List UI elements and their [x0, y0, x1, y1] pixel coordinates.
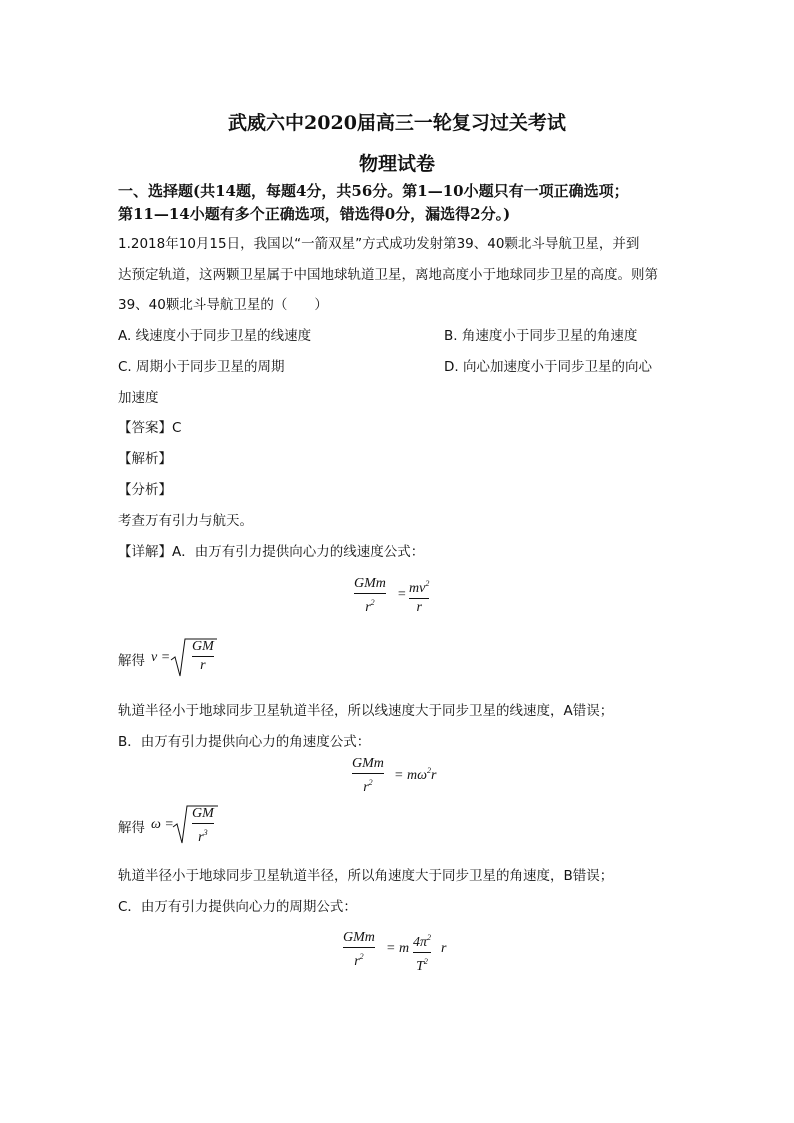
option-a: A. 线速度小于同步卫星的线速度 — [118, 328, 312, 344]
solve-label-v: 解得 — [118, 653, 145, 669]
option-d-continued: 加速度 — [118, 390, 159, 406]
answer-label: 【答案】C — [118, 420, 182, 436]
option-b: B. 角速度小于同步卫星的角速度 — [444, 328, 638, 344]
fraction-gmm-r2: GMm $r^2$ — [354, 576, 386, 615]
detail-b: B．由万有引力提供向心力的角速度公式： — [118, 734, 371, 750]
fraction-gm-r: GM r — [192, 639, 214, 673]
fenxi-label: 【分析】 — [118, 482, 172, 498]
detail-c: C．由万有引力提供向心力的周期公式： — [118, 899, 357, 915]
var-v: v = — [151, 650, 171, 665]
exam-title: 武威六中2020届高三一轮复习过关考试 — [228, 112, 566, 134]
fenxi-text: 考查万有引力与航天。 — [118, 513, 253, 529]
option-d: D. 向心加速度小于同步卫星的向心 — [444, 359, 652, 375]
analysis-label: 【解析】 — [118, 451, 172, 467]
question-stem-line2: 达预定轨道，这两颗卫星属于中国地球轨道卫星，离地高度小于地球同步卫星的高度。则第 — [118, 267, 658, 283]
fraction-mv2-r: $mv^2$ r — [409, 579, 430, 615]
conclusion-a: 轨道半径小于地球同步卫星轨道半径，所以线速度大于同步卫星的线速度，A错误； — [118, 703, 614, 719]
fraction-gmm-r2-b: GMm $r^2$ — [352, 756, 384, 795]
conclusion-b: 轨道半径小于地球同步卫星轨道半径，所以角速度大于同步卫星的角速度，B错误； — [118, 868, 614, 884]
fraction-gm-r3: GM $r^3$ — [192, 806, 214, 845]
question-stem-line3: 39、40颗北斗导航卫星的（ ） — [118, 297, 328, 313]
question-stem-line1: 1.2018年10月15日，我国以“一箭双星”方式成功发射第39、40颗北斗导航卫星，并到 — [118, 236, 640, 252]
fraction-gmm-r2-c: GMm $r^2$ — [343, 930, 375, 969]
detail-a: 【详解】A．由万有引力提供向心力的线速度公式： — [118, 544, 425, 560]
fraction-4pi2-t2: $4\pi^2$ $T^2$ — [413, 933, 432, 974]
option-c: C. 周期小于同步卫星的周期 — [118, 359, 285, 375]
exam-subtitle: 物理试卷 — [358, 153, 435, 175]
section-header-line1: 一、选择题(共14题，每题4分，共56分。第1—10小题只有一项正确选项； — [118, 182, 629, 200]
section-header-line2: 第11—14小题有多个正确选项，错选得0分，漏选得2分。) — [118, 205, 511, 223]
solve-label-w: 解得 — [118, 820, 145, 836]
var-omega: ω = — [151, 817, 174, 832]
